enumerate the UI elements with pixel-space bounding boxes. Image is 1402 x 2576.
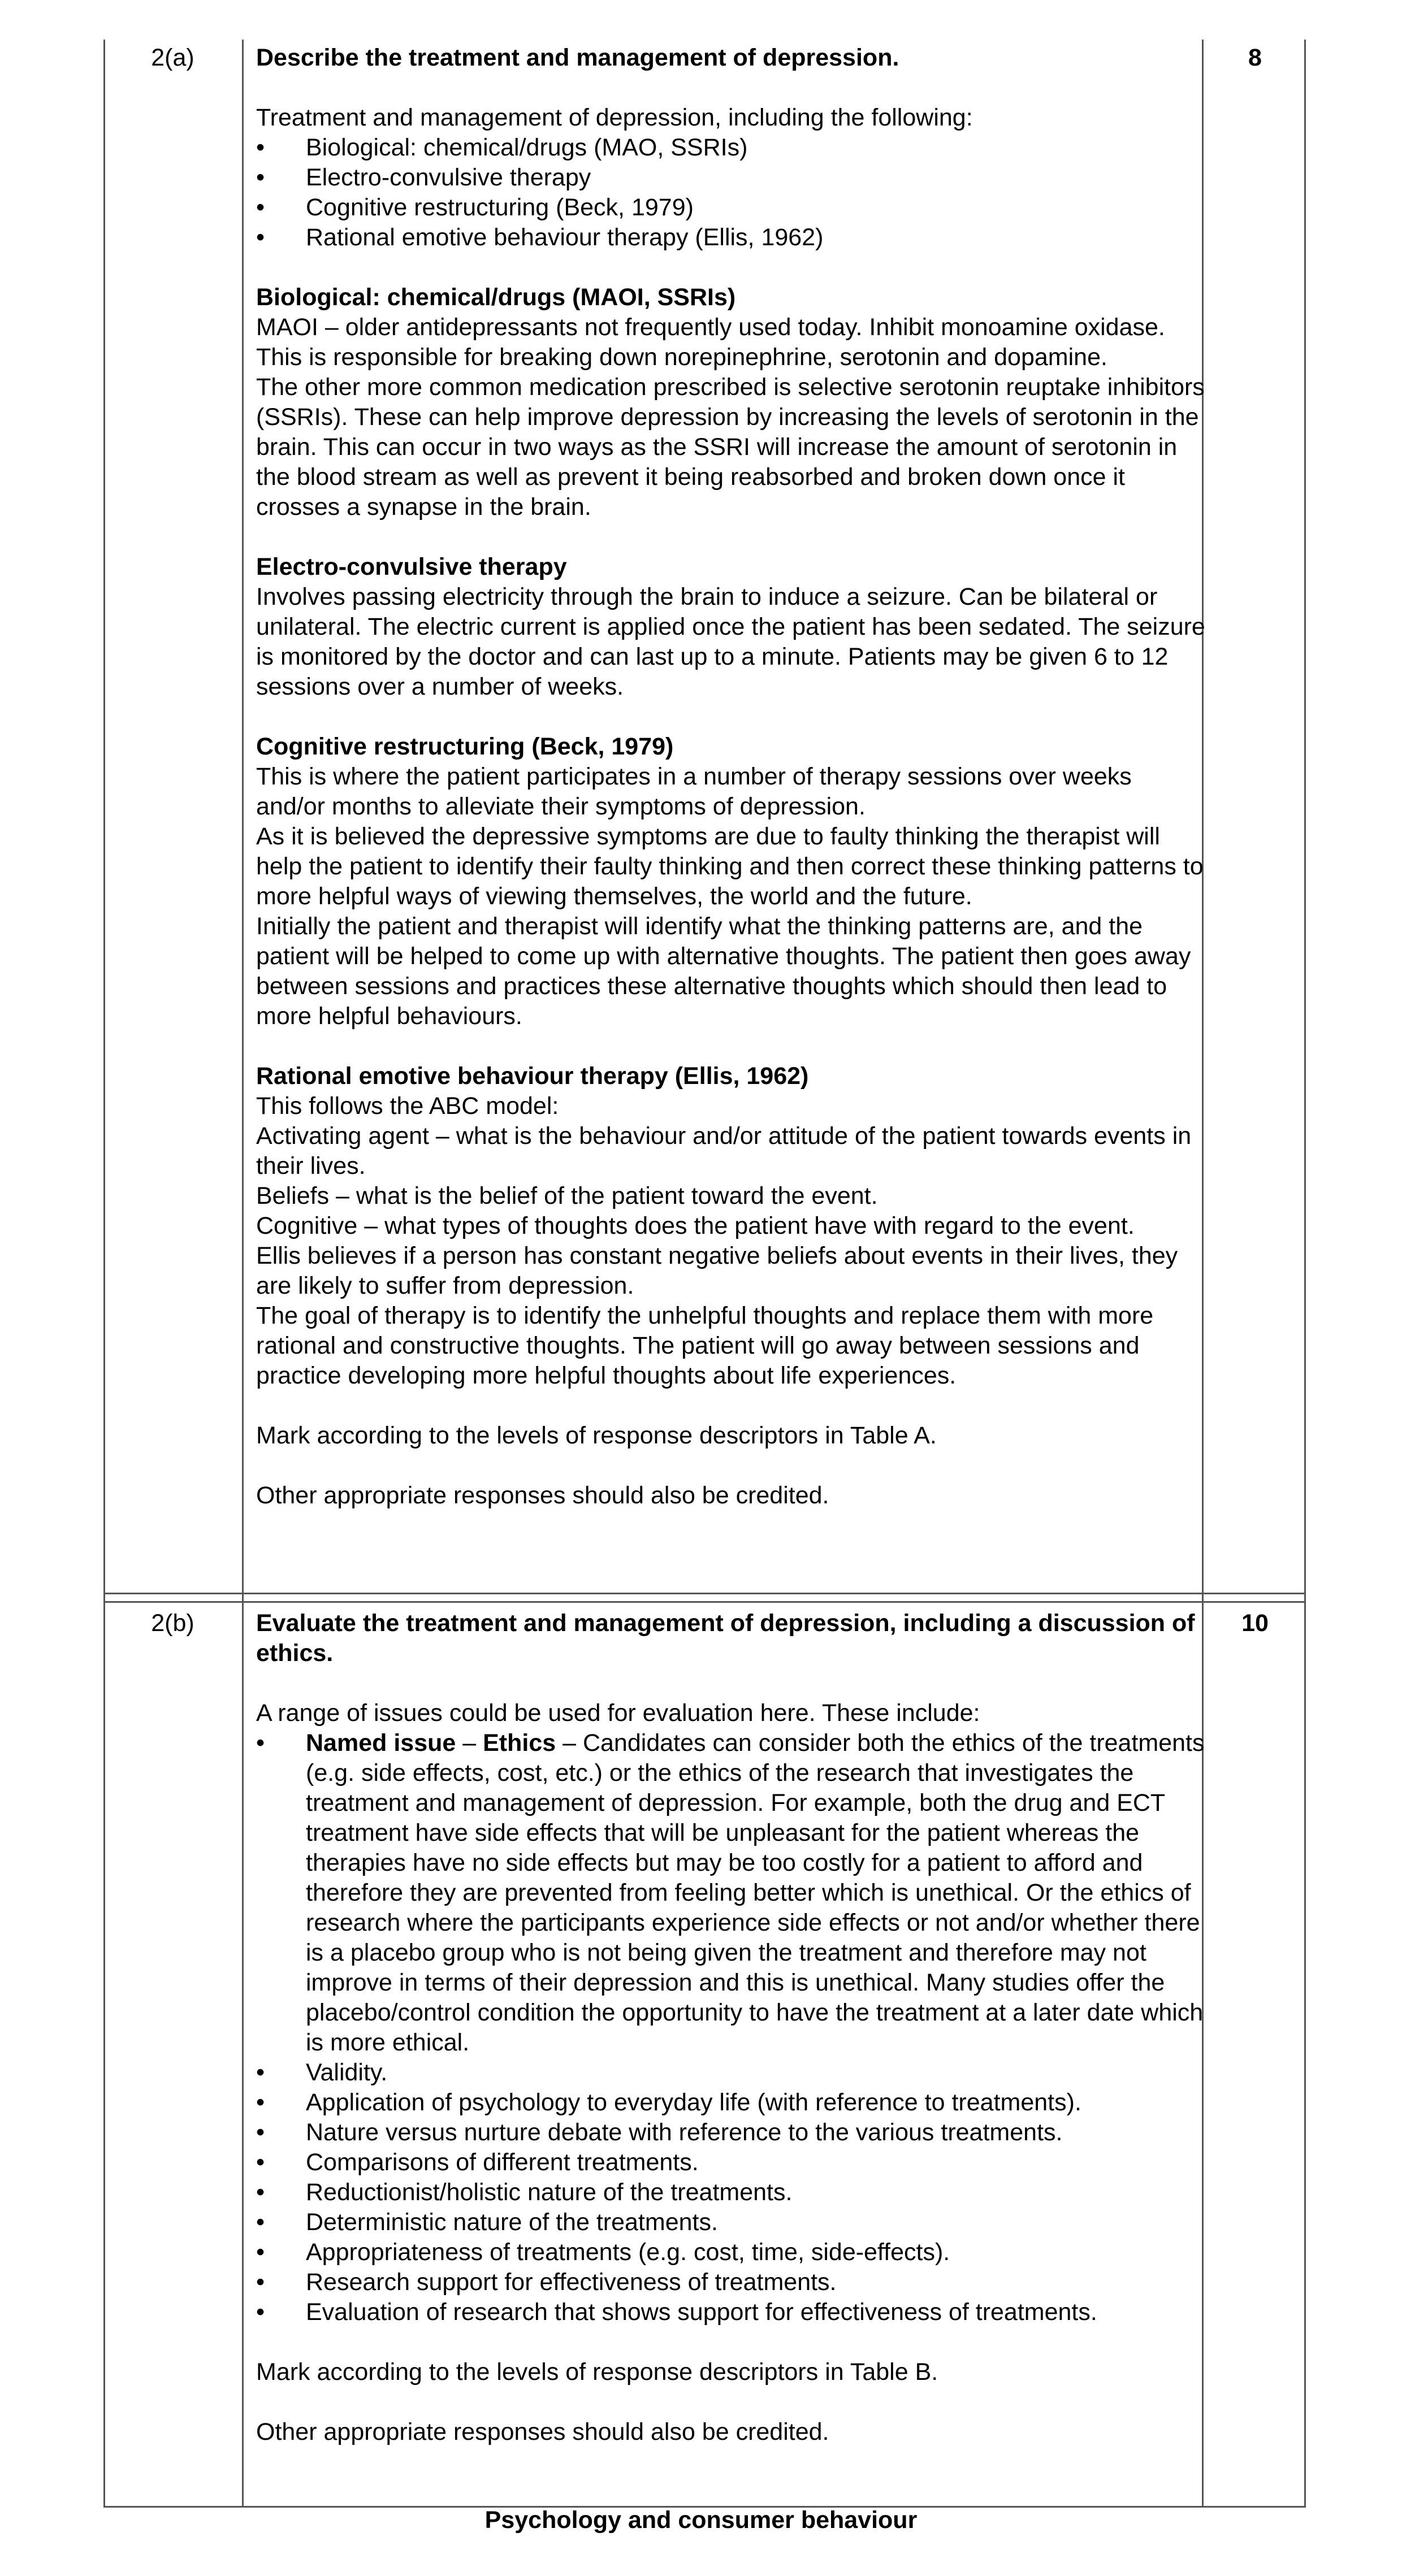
paragraph: Initially the patient and therapist will identify what the thinking patterns are, and the patient will be helped to come up with alternative thoughts. The patient then goes away between sessions and practices these alternative thoughts which should then lead to more helpful behaviours. bbox=[256, 913, 1191, 1030]
table-right-border bbox=[1304, 40, 1306, 2508]
marking-note: Mark according to the levels of response descriptors in Table A. bbox=[256, 1422, 937, 1449]
dash: – bbox=[456, 1729, 483, 1757]
paragraph: Activating agent – what is the behaviour and/or attitude of the patient towards events in their lives. bbox=[256, 1122, 1192, 1179]
question-title: Describe the treatment and management of depression. bbox=[256, 44, 899, 71]
list-item: • Research support for effectiveness of treatments. bbox=[256, 2267, 1206, 2297]
list-item: • Electro-convulsive therapy bbox=[256, 163, 1206, 193]
page-footer-title: Psychology and consumer behaviour bbox=[484, 2506, 918, 2534]
paragraph: As it is believed the depressive symptoms are due to faulty thinking the therapist will help the patient to identify their faulty thinking and then correct these thinking patterns to more helpful ways of viewing themselves, the world and the future. bbox=[256, 823, 1204, 910]
paragraph: Cognitive – what types of thoughts does the patient have with regard to the event. bbox=[256, 1212, 1135, 1239]
question-title: Evaluate the treatment and management of depression, including a discussion of ethics. bbox=[256, 1610, 1195, 1667]
section-heading: Electro-convulsive therapy bbox=[256, 553, 567, 580]
named-issue-label: Named issue bbox=[306, 1729, 456, 1757]
ethics-label: Ethics bbox=[483, 1729, 556, 1757]
question-marks: 8 bbox=[1248, 44, 1262, 71]
list-item: • Appropriateness of treatments (e.g. cost, time, side-effects). bbox=[256, 2237, 1206, 2267]
table-col-divider-1 bbox=[242, 40, 244, 2508]
credit-note: Other appropriate responses should also be credited. bbox=[256, 1482, 829, 1509]
paragraph: The goal of therapy is to identify the unhelpful thoughts and replace them with more rational and constructive thoughts. The patient will go away between sessions and practice developing more helpful thoughts about life experiences. bbox=[256, 1302, 1154, 1389]
paragraph: This is where the patient participates in a number of therapy sessions over weeks and/or months to alleviate their symptoms of depression. bbox=[256, 763, 1132, 820]
list-item: • Biological: chemical/drugs (MAO, SSRIs) bbox=[256, 133, 1206, 163]
paragraph: This follows the ABC model: bbox=[256, 1092, 559, 1120]
question-marks: 10 bbox=[1241, 1610, 1269, 1637]
table-left-border bbox=[103, 40, 105, 2508]
question-number: 2(a) bbox=[151, 44, 194, 71]
marking-note: Mark according to the levels of response descriptors in Table B. bbox=[256, 2358, 938, 2386]
list-item: • Evaluation of research that shows support for effectiveness of treatments. bbox=[256, 2297, 1206, 2327]
intro-text: Treatment and management of depression, including the following: bbox=[256, 104, 973, 131]
treatment-list bbox=[256, 133, 1206, 253]
question-number: 2(b) bbox=[151, 1610, 194, 1637]
paragraph: The other more common medication prescribed is selective serotonin reuptake inhibitors (SSRIs). These can help improve depression by increasing the levels of serotonin in the brain. This can occur in two ways as the SSRI will increase the amount of serotonin in the blood stream as well as prevent it being reabsorbed and broken down once it crosses a synapse in the brain. bbox=[256, 374, 1205, 521]
section-heading: Biological: chemical/drugs (MAOI, SSRIs) bbox=[256, 284, 736, 311]
list-item-named-issue bbox=[256, 1728, 1206, 2058]
section-heading: Cognitive restructuring (Beck, 1979) bbox=[256, 733, 674, 760]
list-item: • Validity. bbox=[256, 2058, 1206, 2088]
paragraph: Ellis believes if a person has constant negative beliefs about events in their lives, they are likely to suffer from depression. bbox=[256, 1242, 1178, 1299]
list-item: • Rational emotive behaviour therapy (Ellis, 1962) bbox=[256, 223, 1206, 253]
intro-text: A range of issues could be used for evaluation here. These include: bbox=[256, 1699, 980, 1727]
answer-guidance bbox=[256, 1608, 1206, 2447]
list-item: • Reductionist/holistic nature of the treatments. bbox=[256, 2178, 1206, 2208]
list-item: • Comparisons of different treatments. bbox=[256, 2148, 1206, 2178]
list-item: • Application of psychology to everyday life (with reference to treatments). bbox=[256, 2088, 1206, 2118]
paragraph: Beliefs – what is the belief of the patient toward the event. bbox=[256, 1182, 878, 1209]
list-item: • Cognitive restructuring (Beck, 1979) bbox=[256, 193, 1206, 223]
answer-guidance bbox=[256, 43, 1206, 1511]
list-item: • Deterministic nature of the treatments. bbox=[256, 2208, 1206, 2237]
mark-scheme-table bbox=[103, 40, 1306, 2508]
list-item: • Nature versus nurture debate with reference to the various treatments. bbox=[256, 2118, 1206, 2148]
row-divider-bottom bbox=[103, 1601, 1306, 1603]
credit-note: Other appropriate responses should also be credited. bbox=[256, 2418, 829, 2445]
row-divider-top bbox=[103, 1593, 1306, 1594]
evaluation-issues-list bbox=[256, 1728, 1206, 2327]
section-heading: Rational emotive behaviour therapy (Ellis, 1962) bbox=[256, 1063, 809, 1090]
paragraph: MAOI – older antidepressants not frequently used today. Inhibit monoamine oxidase. This is responsible for breaking down norepinephrine, serotonin and dopamine. bbox=[256, 314, 1165, 371]
named-issue-text: – Candidates can consider both the ethics of the treatments (e.g. side effects, cost, etc.) or the ethics of the research that investigates the treatment and management of depression. For example, both the drug and ECT treatment have side effects that will be unpleasant for the patient whereas the therapies have no side effects but may be too costly for a patient to afford and therefore they are prevented from feeling better which is unethical. Or the ethics of research where the participants experience side effects or not and/or whether there is a placebo group who is not being given the treatment and therefore may not improve in terms of their depression and this is unethical. Many studies offer the placebo/control condition the opportunity to have the treatment at a later date which is more ethical. bbox=[306, 1729, 1205, 2056]
paragraph: Involves passing electricity through the brain to induce a seizure. Can be bilateral or unilateral. The electric current is applied once the patient has been sedated. The seizure is monitored by the doctor and can last up to a minute. Patients may be given 6 to 12 sessions over a number of weeks. bbox=[256, 583, 1205, 700]
